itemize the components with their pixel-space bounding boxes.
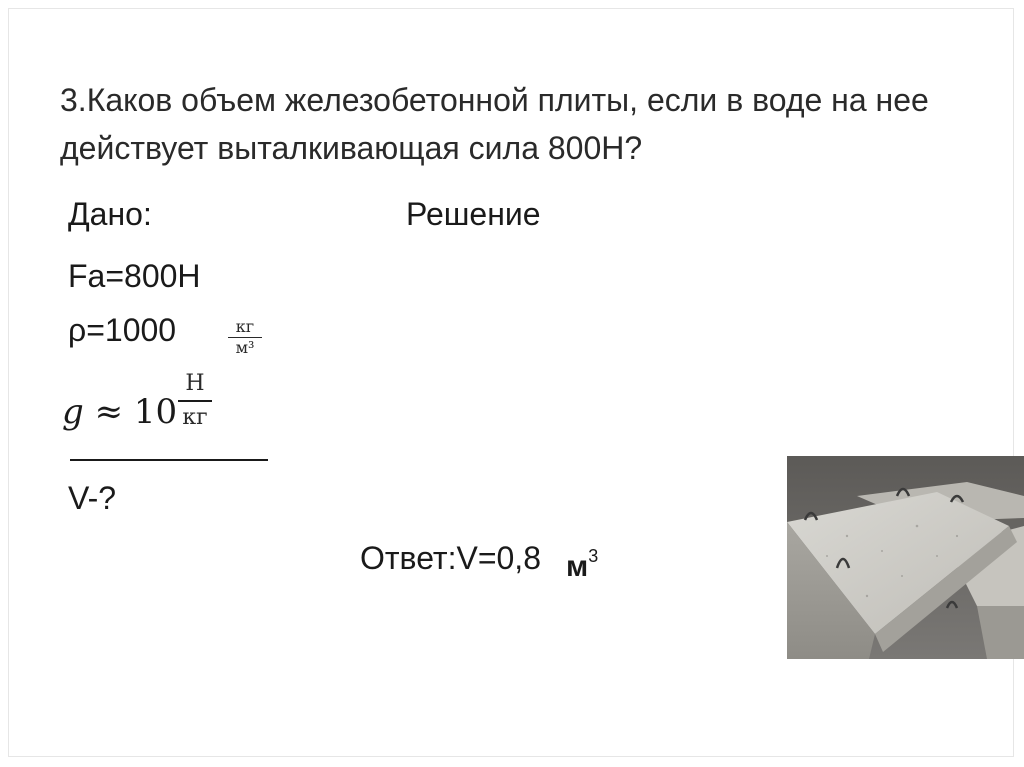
- answer-unit: [566, 536, 598, 587]
- fraction-bar: [178, 400, 212, 402]
- gravity-unit-fraction: [178, 372, 212, 430]
- concrete-slab-photo: [787, 456, 1024, 659]
- answer-unit-power: 3: [588, 546, 599, 566]
- gravity-formula: [62, 392, 177, 432]
- answer-text: Ответ:V=0,8: [360, 540, 541, 576]
- problem-title: 3.Каков объем железобетонной плиты, если в воде на нее действует выталкивающая сила 800Н?: [60, 82, 929, 166]
- concrete-slab-image: [787, 456, 1024, 659]
- density-value: ρ=1000: [68, 312, 177, 348]
- solution-label: Решение: [406, 196, 541, 232]
- gravity-unit-numerator: Н: [185, 371, 205, 396]
- gravity-unit-denominator: кг: [182, 405, 208, 430]
- given-label: Дано:: [68, 196, 152, 232]
- approx-sign: ≈: [94, 392, 124, 432]
- unknown-value: V-?: [68, 480, 117, 516]
- given-divider: [70, 459, 268, 461]
- answer-unit-base: м: [566, 550, 589, 583]
- force-value: Fa=800H: [68, 258, 201, 294]
- gravity-value: 10: [133, 392, 178, 432]
- density-unit-fraction: [228, 318, 262, 357]
- density-unit-numerator: кг: [235, 317, 255, 336]
- density-unit-denominator: м³: [235, 338, 255, 357]
- gravity-symbol: g: [62, 392, 84, 432]
